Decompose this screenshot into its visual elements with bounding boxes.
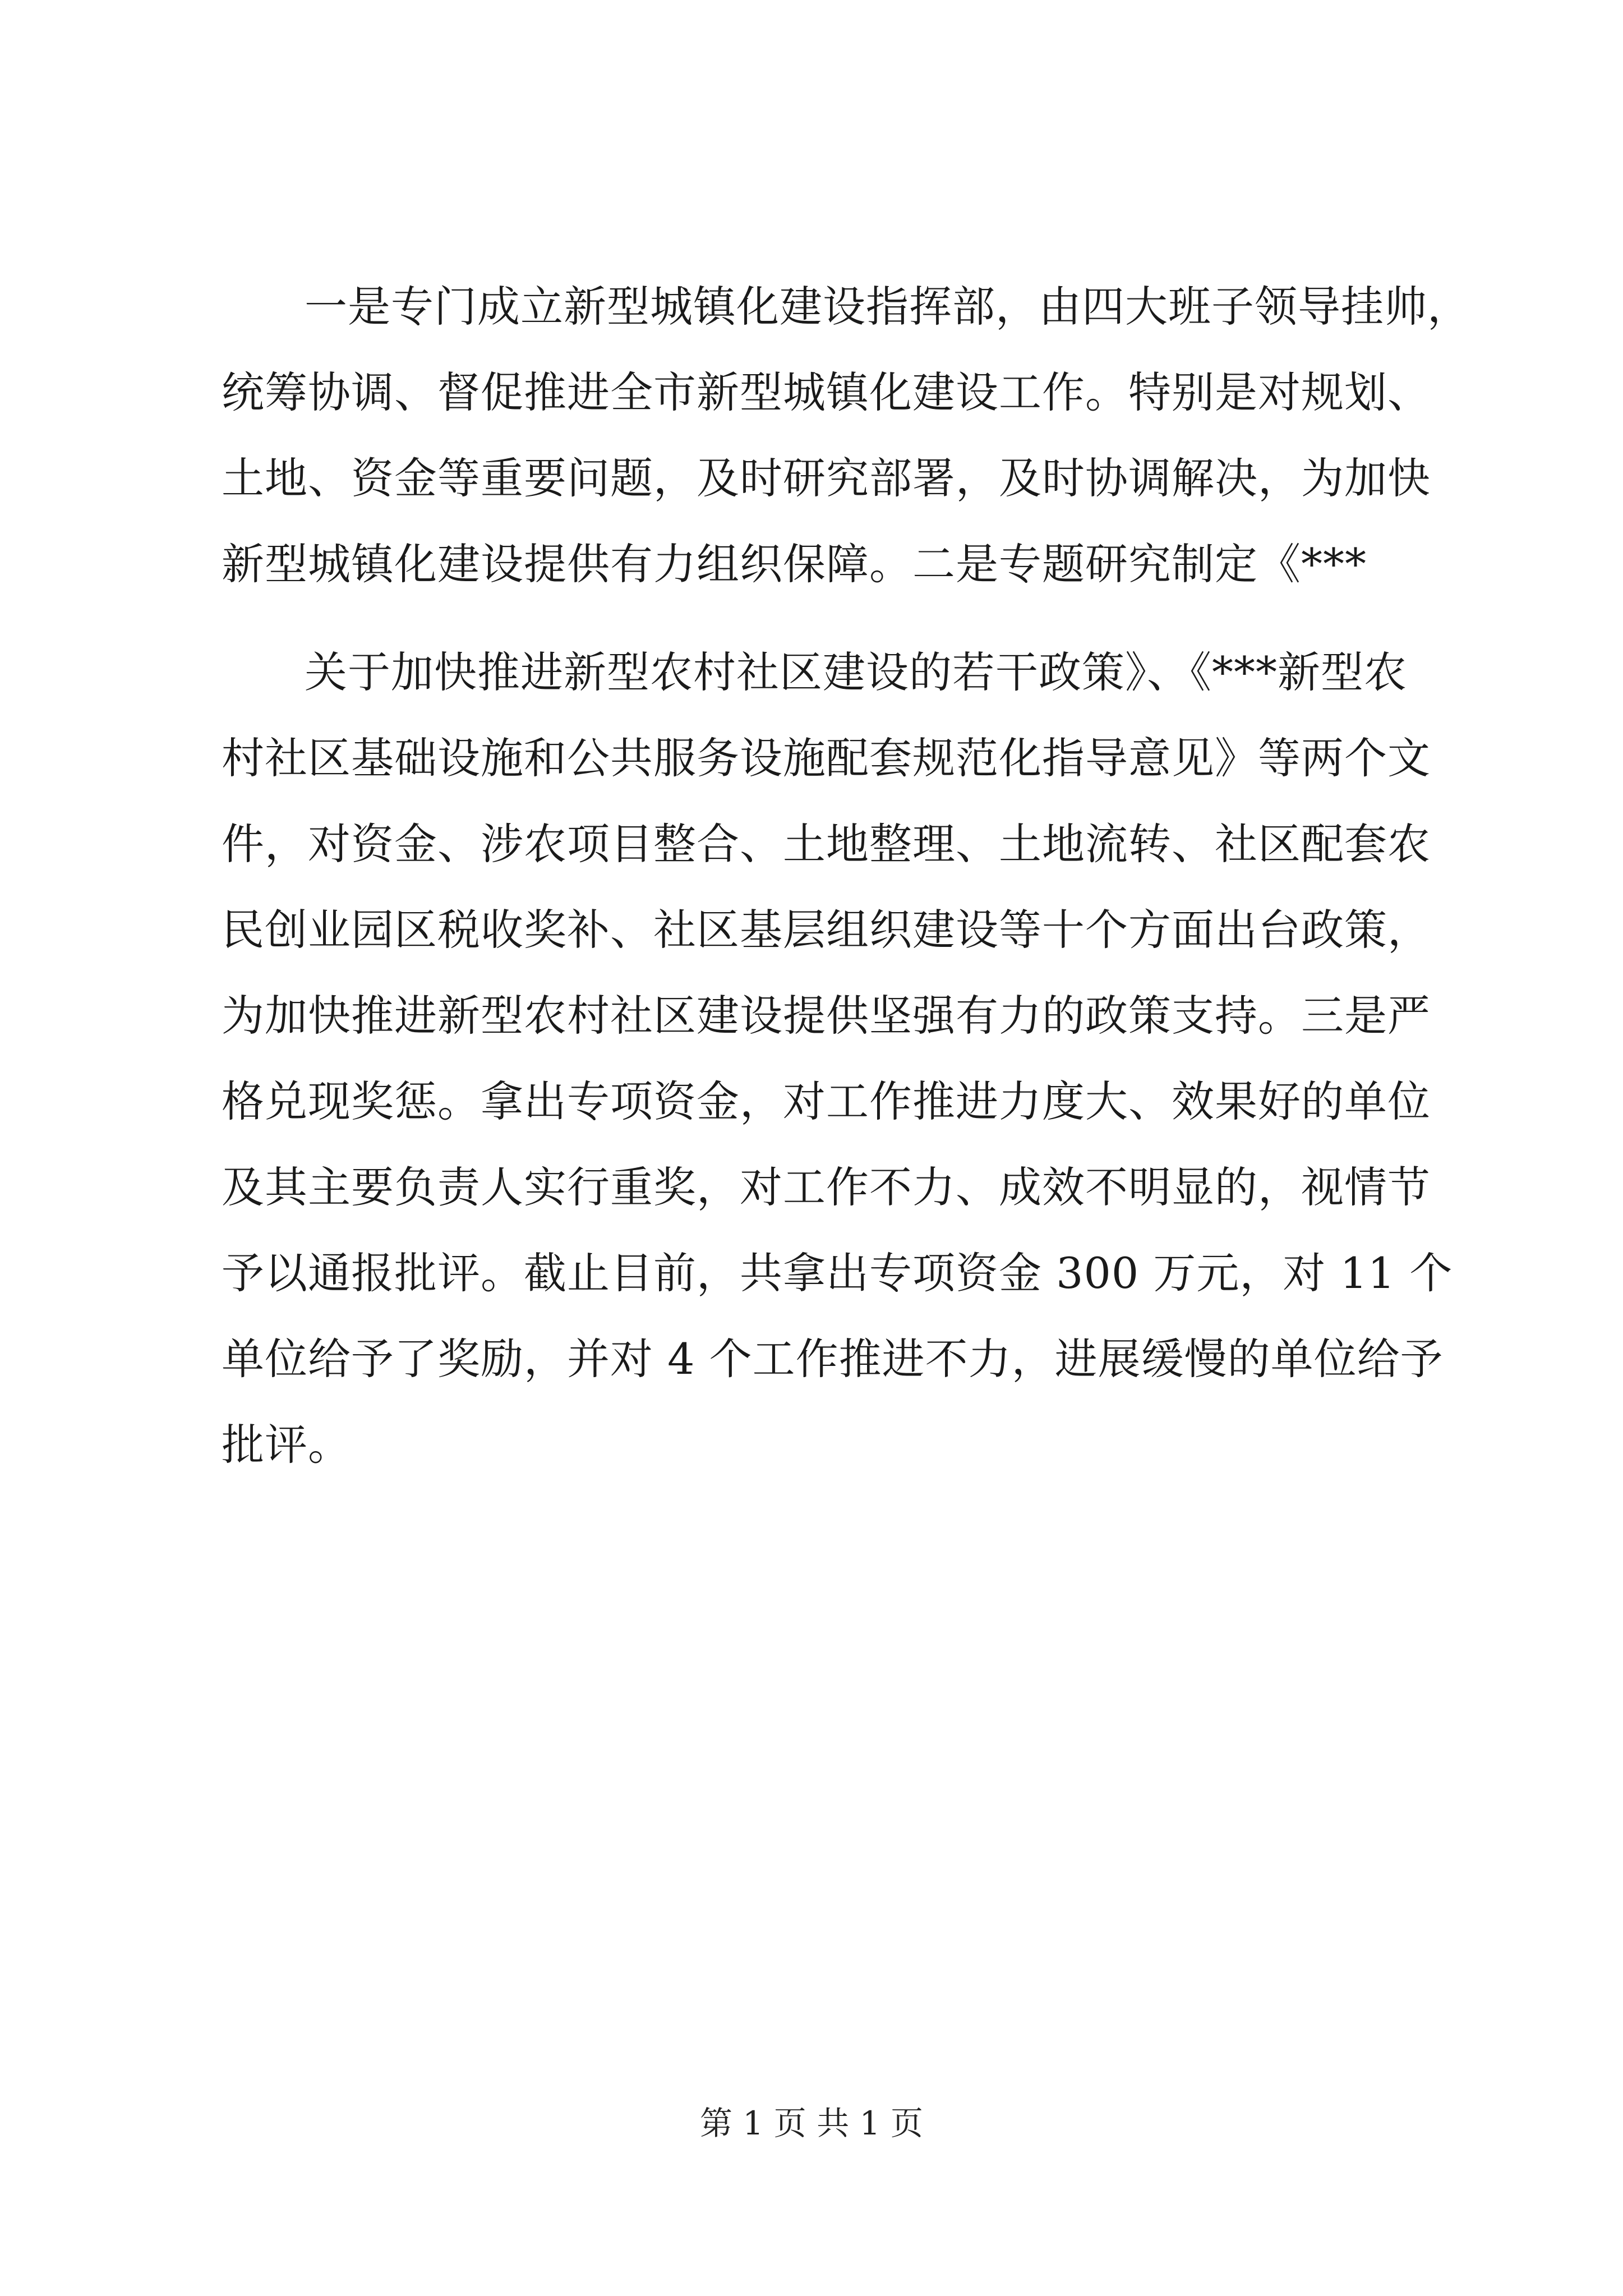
paragraph-line: 予以通报批评。截止目前，共拿出专项资金 300 万元，对 11 个 bbox=[222, 1248, 1453, 1298]
paragraph-line: 新型城镇化建设提供有力组织保障。二是专题研究制定《*** bbox=[222, 539, 1367, 589]
paragraph-line: 格兑现奖惩。拿出专项资金，对工作推进力度大、效果好的单位 bbox=[222, 1076, 1431, 1126]
paragraph-gap bbox=[222, 607, 1478, 629]
paragraph-line: 及其主要负责人实行重奖，对工作不力、成效不明显的，视情节 bbox=[222, 1162, 1431, 1212]
paragraph-line: 关于加快推进新型农村社区建设的若干政策》、《***新型农 bbox=[305, 647, 1407, 697]
document-body bbox=[222, 264, 1478, 1488]
paragraph-2 bbox=[222, 629, 1478, 1488]
paragraph-line: 土地、资金等重要问题，及时研究部署，及时协调解决，为加快 bbox=[222, 453, 1431, 503]
page-footer bbox=[0, 2101, 1623, 2146]
paragraph-line: 统筹协调、督促推进全市新型城镇化建设工作。特别是对规划、 bbox=[222, 367, 1431, 417]
paragraph-line: 单位给予了奖励，并对 4 个工作推进不力，进展缓慢的单位给予 bbox=[222, 1334, 1444, 1384]
page-number-label: 第 1 页 共 1 页 bbox=[700, 2104, 923, 2142]
paragraph-line: 为加快推进新型农村社区建设提供坚强有力的政策支持。三是严 bbox=[222, 991, 1431, 1041]
paragraph-line: 批评。 bbox=[222, 1420, 351, 1470]
paragraph-line: 村社区基础设施和公共服务设施配套规范化指导意见》等两个文 bbox=[222, 733, 1431, 783]
paragraph-line: 民创业园区税收奖补、社区基层组织建设等十个方面出台政策， bbox=[222, 905, 1431, 955]
paragraph-1 bbox=[222, 264, 1478, 607]
paragraph-line: 一是专门成立新型城镇化建设指挥部，由四大班子领导挂帅， bbox=[305, 282, 1470, 332]
paragraph-line: 件，对资金、涉农项目整合、土地整理、土地流转、社区配套农 bbox=[222, 819, 1431, 869]
